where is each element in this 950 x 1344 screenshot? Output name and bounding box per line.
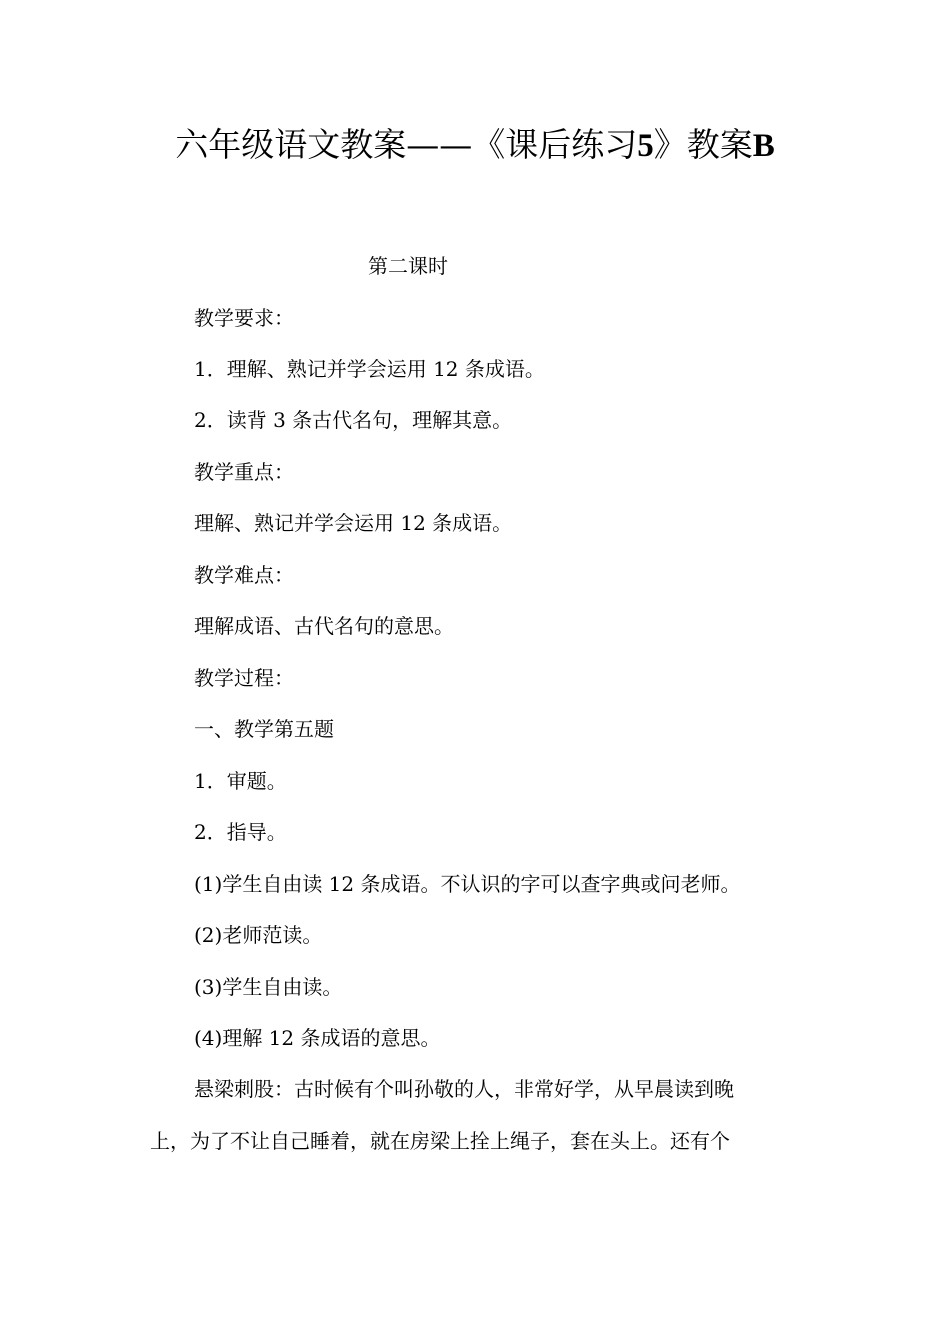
process-step-heading: 一、教学第五题 <box>194 717 334 741</box>
title-number: 5 <box>637 128 654 164</box>
title-suffix: 》教案 <box>653 125 753 164</box>
guidance-item-1: (1)学生自由读 12 条成语。不认识的字可以查字典或问老师。 <box>194 872 741 896</box>
document-title <box>0 120 950 171</box>
section-heading-requirements: 教学要求： <box>194 306 294 330</box>
section-heading-key-points: 教学重点： <box>194 460 294 484</box>
title-prefix: 六年级语文教案——《课后练习 <box>175 125 638 164</box>
idiom-explanation-line-2: 上，为了不让自己睡着，就在房梁上拴上绳子，套在头上。还有个 <box>150 1129 730 1153</box>
guidance-item-4: (4)理解 12 条成语的意思。 <box>194 1026 441 1050</box>
lesson-heading: 第二课时 <box>368 254 448 278</box>
requirement-item-1: 1．理解、熟记并学会运用 12 条成语。 <box>194 357 545 381</box>
guidance-item-3: (3)学生自由读。 <box>194 975 343 999</box>
guidance-item-2: (2)老师范读。 <box>194 923 323 947</box>
process-item-2: 2．指导。 <box>194 820 287 844</box>
key-point-text: 理解、熟记并学会运用 12 条成语。 <box>194 511 513 535</box>
section-heading-difficulties: 教学难点： <box>194 563 294 587</box>
process-item-1: 1．审题。 <box>194 769 287 793</box>
requirement-item-2: 2．读背 3 条古代名句，理解其意。 <box>194 408 513 432</box>
section-heading-process: 教学过程： <box>194 666 294 690</box>
title-letter: B <box>752 128 775 164</box>
difficulty-text: 理解成语、古代名句的意思。 <box>194 614 454 638</box>
idiom-explanation-line-1: 悬梁刺股：古时候有个叫孙敬的人，非常好学，从早晨读到晚 <box>194 1077 734 1101</box>
